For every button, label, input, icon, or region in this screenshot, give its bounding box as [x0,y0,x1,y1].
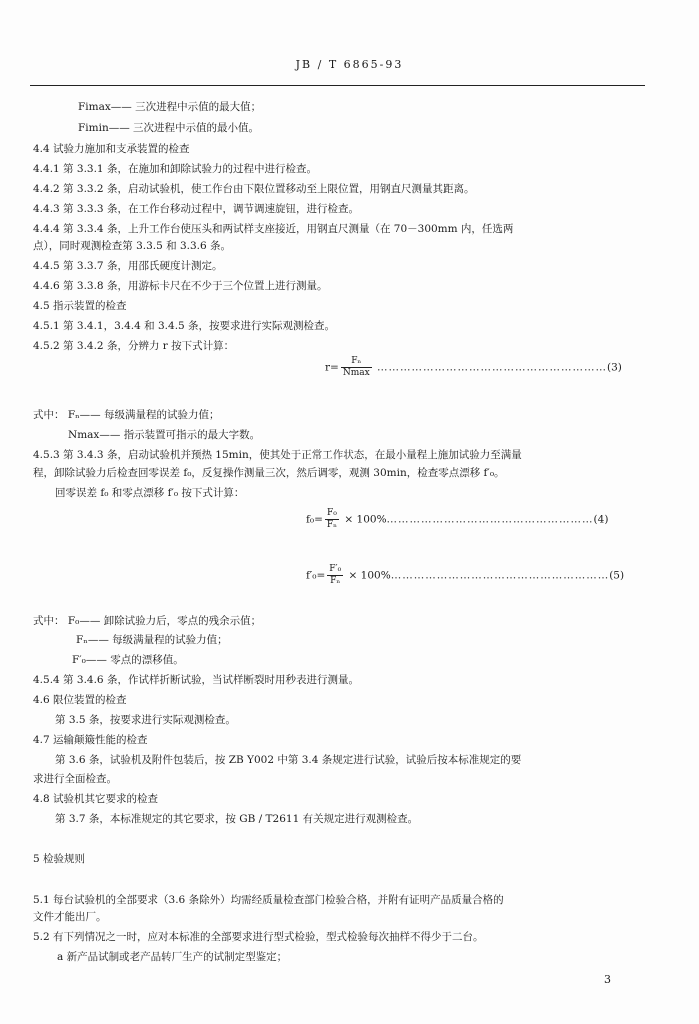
text-line: 第 3.7 条，本标准规定的其它要求，按 GB / T2611 有关规定进行观测检查。 [55,813,419,825]
formula-multiplier: × 100% [348,569,391,582]
text-line: 求进行全面检查。 [33,773,117,785]
text-line: 4.4.2 第 3.3.2 条，启动试验机，使工作台由下限位置移动至上限位置，用钢直尺测量其距离。 [33,183,475,195]
text-line: 4.5.3 第 3.4.3 条，启动试验机并预热 15min，使其处于正常工作状态，在最小量程上施加试验力至满量 [33,449,522,461]
text-line: 4.5.1 第 3.4.1，3.4.4 和 3.4.5 条，按要求进行实际观测检查。 [33,320,336,332]
formula-3 [325,356,622,379]
section-heading: 4.7 运输颠簸性能的检查 [33,734,148,746]
text-line: 4.4.1 第 3.3.1 条，在施加和卸除试验力的过程中进行检查。 [33,163,317,175]
fraction [327,564,343,587]
text-line: Nmax—— 指示装置可指示的最大字数。 [68,429,261,441]
leader-dots: …………………………………………………… [377,361,608,374]
section-heading: 4.8 试验机其它要求的检查 [33,793,159,805]
fraction-numerator: Fₙ [341,356,372,368]
formula-5 [306,564,624,587]
text-line: 4.4.6 第 3.3.8 条，用游标卡尺在不少于三个位置上进行测量。 [33,280,328,292]
section-heading: 4.6 限位装置的检查 [33,694,127,706]
header-code: JB / T 6865-93 [295,58,404,71]
text-line: 5.1 每台试验机的全部要求（3.6 条除外）均需经质量检查部门检验合格，并附有证明产品质量合格的 [33,894,504,906]
fraction-numerator: F′₀ [329,564,342,574]
text-line: Fimin—— 三次进程中示值的最小值。 [78,122,260,134]
text-line: 回零误差 f₀ 和零点漂移 f′₀ 按下式计算： [55,487,245,499]
formula-lhs: r= [325,361,339,374]
text-line: 4.4.4 第 3.3.4 条，上升工作台使压头和两试样支座接近，用钢直尺测量（在 70－300mm 内，任选两 [33,223,514,235]
fraction-denominator: Fₙ [330,576,341,586]
formula-multiplier: × 100% [344,513,387,526]
equation-number: (5) [609,569,625,582]
section-heading: 4.5 指示装置的检查 [33,300,127,312]
text-line: 4.4.3 第 3.3.3 条，在工作台移动过程中，调节调速旋钮，进行检查。 [33,203,359,215]
text-line: 文件才能出厂。 [33,911,107,923]
page-number: 3 [604,973,611,986]
text-line: 程，卸除试验力后检查回零误差 f₀，反复操作测量三次，然后调零，观测 30min，检查零点漂移 f′₀。 [33,467,505,479]
equation-number: (3) [607,361,622,374]
text-line: 5.2 有下列情况之一时，应对本标准的全部要求进行型式检验，型式检验每次抽样不得少于二台。 [33,931,484,943]
fraction-numerator: F₀ [325,508,339,520]
equation-number: (4) [593,513,609,526]
header-rule [30,85,645,86]
fraction [341,356,372,379]
text-line: 4.4.5 第 3.3.7 条，用邵氏硬度计测定。 [33,260,223,272]
text-line: 第 3.5 条，按要求进行实际观测检查。 [55,714,236,726]
text-line: 4.5.4 第 3.4.6 条，作试样折断试验，当试样断裂时用秒表进行测量。 [33,674,359,686]
text-line: 4.5.2 第 3.4.2 条，分辨力 r 按下式计算： [33,340,235,352]
text-line: 第 3.6 条，试验机及附件包装后，按 ZB Y002 中第 3.4 条规定进行试验，试验后按本标准规定的要 [55,754,522,766]
text-line: Fₙ—— 每级满量程的试验力值； [76,634,228,646]
formula-lhs: f₀= [306,513,323,526]
text-line: 点），同时观测检查第 3.3.5 和 3.3.6 条。 [33,240,232,252]
text-line: F′₀—— 零点的漂移值。 [72,654,184,666]
chapter-heading: 5 检验规则 [33,853,86,865]
text-line: 式中： F₀—— 卸除试验力后，零点的残余示值； [33,615,262,627]
leader-dots: ……………………………………………… [386,513,594,526]
text-line: Fimax—— 三次进程中示值的最大值； [78,101,262,113]
section-heading: 4.4 试验力施加和支承装置的检查 [33,143,190,155]
fraction-denominator: Nmax [342,368,370,378]
leader-dots: ………………………………………………… [390,569,610,582]
list-item: a 新产品试制或老产品转厂生产的试制定型鉴定； [57,951,288,963]
formula-lhs: f′₀= [306,569,326,582]
fraction [325,508,339,531]
text-line: 式中： Fₙ—— 每级满量程的试验力值； [33,409,220,421]
fraction-denominator: Fₙ [326,520,338,530]
formula-4 [306,508,608,531]
